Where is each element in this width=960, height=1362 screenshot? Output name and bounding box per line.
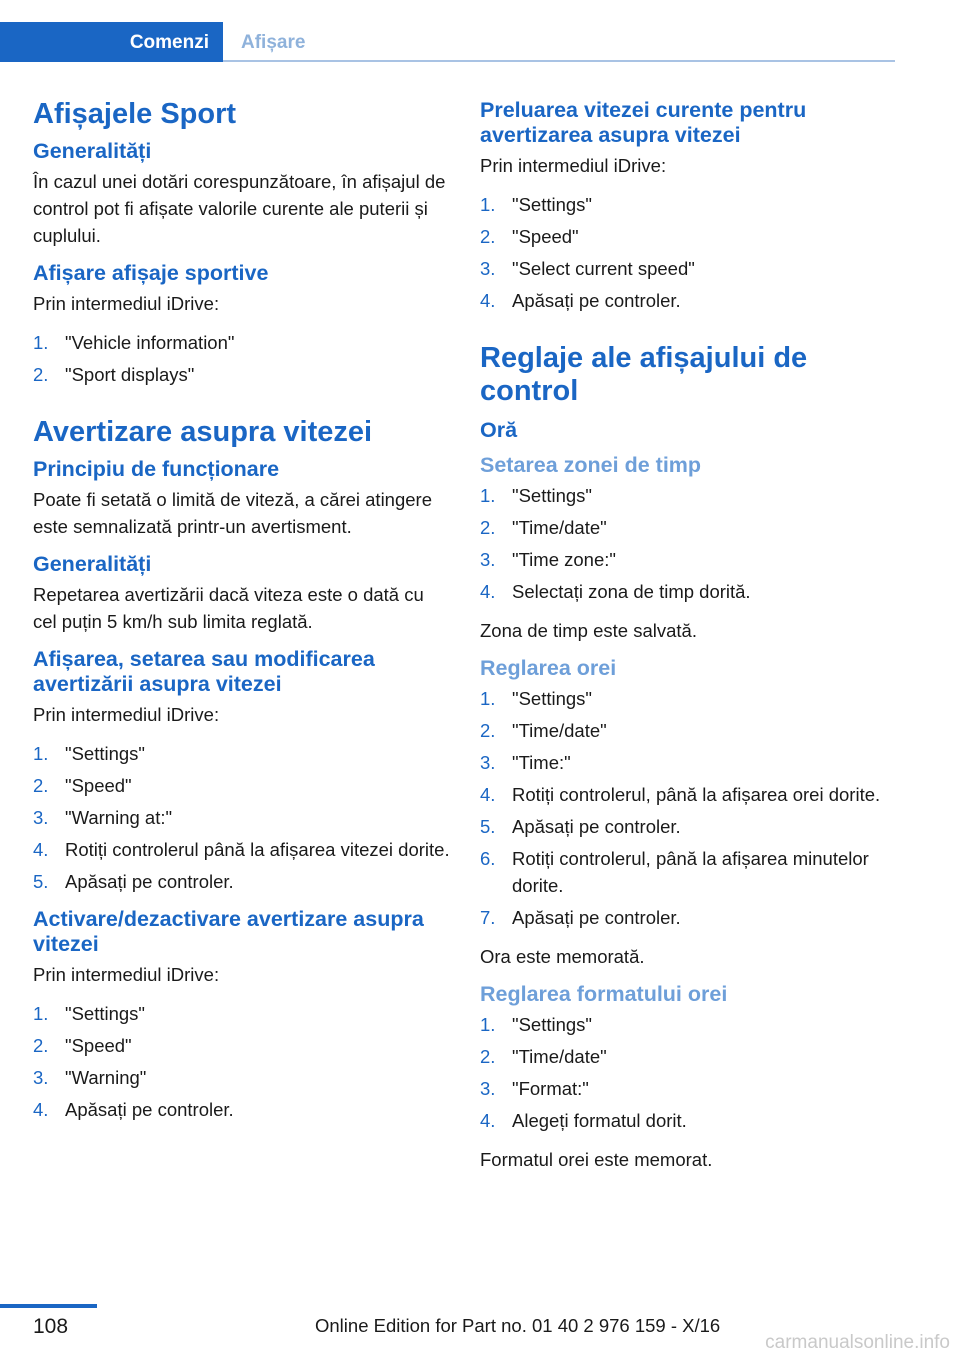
step-text: Apăsați pe controler. xyxy=(512,907,681,928)
step-text: "Time/date" xyxy=(512,720,607,741)
list-item xyxy=(480,1107,898,1134)
heading-afisajele-sport: Afișajele Sport xyxy=(33,98,237,130)
list-item xyxy=(480,749,898,776)
heading-preluare-viteza: Preluarea vitezei curente pentru avertizarea asupra vitezei xyxy=(480,98,807,147)
heading-zona-timp: Setarea zonei de timp xyxy=(480,453,702,477)
list-item xyxy=(480,717,898,744)
steps-list xyxy=(480,1011,898,1134)
list-item xyxy=(480,578,898,605)
list-item xyxy=(480,223,898,250)
list-item xyxy=(33,1064,451,1091)
list-item xyxy=(33,329,451,356)
step-text: Selectați zona de timp dorită. xyxy=(512,581,751,602)
list-item xyxy=(33,868,451,895)
list-item xyxy=(480,546,898,573)
step-text: "Select current speed" xyxy=(512,258,695,279)
list-item xyxy=(480,904,898,931)
right-column xyxy=(480,98,898,1185)
paragraph-zona: Zona de timp este salvată. xyxy=(480,620,697,641)
steps-list xyxy=(33,1000,451,1123)
step-text: "Speed" xyxy=(65,1035,132,1056)
paragraph-idrive-4: Prin intermediul iDrive: xyxy=(480,155,667,176)
heading-afisare-afisaje: Afișare afișaje sportive xyxy=(33,261,269,285)
list-item xyxy=(480,1011,898,1038)
heading-format-ora: Reglarea formatului orei xyxy=(480,982,728,1006)
step-text: "Time zone:" xyxy=(512,549,616,570)
list-item xyxy=(33,1096,451,1123)
step-number: 2. xyxy=(480,226,496,247)
step-number: 1. xyxy=(33,332,49,353)
step-number: 1. xyxy=(480,485,496,506)
step-number: 7. xyxy=(480,907,496,928)
heading-avertizare-viteza: Avertizare asupra vitezei xyxy=(33,416,373,448)
step-text: "Settings" xyxy=(512,1014,592,1035)
paragraph-format: Formatul orei este memorat. xyxy=(480,1149,713,1170)
step-text: Alegeți formatul dorit. xyxy=(512,1110,687,1131)
step-text: Rotiți controlerul, până la afișarea minutelor dorite. xyxy=(512,848,869,896)
step-number: 4. xyxy=(480,581,496,602)
list-item xyxy=(480,781,898,808)
paragraph-generalitati-2: Repetarea avertizării dacă viteza este o dată cu cel puțin 5 km/h sub limita reglată. xyxy=(33,584,424,632)
tab-comenzi[interactable]: Comenzi xyxy=(0,22,223,62)
paragraph-idrive-2: Prin intermediul iDrive: xyxy=(33,704,220,725)
heading-ora: Oră xyxy=(480,418,518,442)
step-text: Rotiți controlerul până la afișarea vitezei dorite. xyxy=(65,839,450,860)
step-number: 1. xyxy=(480,194,496,215)
header-tabs xyxy=(0,22,895,62)
step-number: 3. xyxy=(480,258,496,279)
step-number: 5. xyxy=(33,871,49,892)
step-text: "Time/date" xyxy=(512,517,607,538)
paragraph-generalitati: În cazul unei dotări corespunzătoare, în afișajul de control pot fi afișate valorile curente ale puterii și cuplului. xyxy=(33,171,446,246)
step-text: "Settings" xyxy=(512,688,592,709)
step-number: 4. xyxy=(480,1110,496,1131)
step-text: "Settings" xyxy=(65,1003,145,1024)
step-text: "Warning at:" xyxy=(65,807,173,828)
list-item xyxy=(480,813,898,840)
step-number: 1. xyxy=(480,1014,496,1035)
step-number: 6. xyxy=(480,848,496,869)
step-text: Rotiți controlerul, până la afișarea orei dorite. xyxy=(512,784,881,805)
list-item xyxy=(480,1075,898,1102)
step-text: "Format:" xyxy=(512,1078,589,1099)
list-item xyxy=(480,287,898,314)
heading-reglaje-afisaj: Reglaje ale afișajului de control xyxy=(480,342,808,407)
list-item xyxy=(480,514,898,541)
heading-setare-avertizare: Afișarea, setarea sau modificarea avertizării asupra vitezei xyxy=(33,647,375,696)
step-text: Apăsați pe controler. xyxy=(65,1099,234,1120)
step-number: 2. xyxy=(33,775,49,796)
paragraph-idrive: Prin intermediul iDrive: xyxy=(33,293,220,314)
steps-list xyxy=(33,740,451,895)
step-number: 2. xyxy=(33,1035,49,1056)
step-text: Apăsați pe controler. xyxy=(65,871,234,892)
step-number: 2. xyxy=(480,720,496,741)
step-number: 4. xyxy=(33,1099,49,1120)
heading-generalitati: Generalități xyxy=(33,139,152,163)
list-item xyxy=(480,255,898,282)
edition-note: Online Edition for Part no. 01 40 2 976 159 - X/16 xyxy=(315,1315,721,1336)
step-text: "Warning" xyxy=(65,1067,147,1088)
step-number: 2. xyxy=(480,517,496,538)
list-item xyxy=(480,1043,898,1070)
step-number: 1. xyxy=(480,688,496,709)
step-text: Apăsați pe controler. xyxy=(512,816,681,837)
header-rule xyxy=(223,60,895,62)
step-text: "Sport displays" xyxy=(65,364,195,385)
heading-principiu: Principiu de funcționare xyxy=(33,457,280,481)
step-text: "Settings" xyxy=(65,743,145,764)
step-number: 2. xyxy=(480,1046,496,1067)
steps-list xyxy=(480,685,898,931)
step-number: 3. xyxy=(480,752,496,773)
step-number: 3. xyxy=(480,549,496,570)
paragraph-ora: Ora este memorată. xyxy=(480,946,645,967)
step-text: "Settings" xyxy=(512,194,592,215)
step-number: 1. xyxy=(33,1003,49,1024)
step-number: 1. xyxy=(33,743,49,764)
list-item xyxy=(33,361,451,388)
list-item xyxy=(480,191,898,218)
steps-list xyxy=(480,482,898,605)
list-item xyxy=(480,482,898,509)
step-number: 2. xyxy=(33,364,49,385)
heading-reglarea-orei: Reglarea orei xyxy=(480,656,617,680)
list-item xyxy=(33,772,451,799)
footer-rule xyxy=(0,1304,97,1308)
list-item xyxy=(480,845,898,899)
heading-activare-avertizare: Activare/dezactivare avertizare asupra vitezei xyxy=(33,907,424,956)
list-item xyxy=(33,1032,451,1059)
paragraph-idrive-3: Prin intermediul iDrive: xyxy=(33,964,220,985)
heading-generalitati-2: Generalități xyxy=(33,552,152,576)
list-item xyxy=(33,836,451,863)
watermark: carmanualsonline.info xyxy=(765,1332,950,1353)
step-text: "Time/date" xyxy=(512,1046,607,1067)
list-item xyxy=(33,740,451,767)
list-item xyxy=(480,685,898,712)
paragraph-principiu: Poate fi setată o limită de viteză, a cărei atingere este semnalizată printr-un avertisment. xyxy=(33,489,432,537)
tab-afisare[interactable]: Afișare xyxy=(241,32,306,53)
step-number: 3. xyxy=(33,1067,49,1088)
left-column xyxy=(33,98,451,1135)
step-number: 4. xyxy=(480,290,496,311)
step-number: 3. xyxy=(480,1078,496,1099)
step-text: "Vehicle information" xyxy=(65,332,235,353)
step-number: 4. xyxy=(33,839,49,860)
step-number: 3. xyxy=(33,807,49,828)
step-number: 4. xyxy=(480,784,496,805)
step-text: "Speed" xyxy=(512,226,579,247)
step-text: "Speed" xyxy=(65,775,132,796)
step-number: 5. xyxy=(480,816,496,837)
list-item xyxy=(33,804,451,831)
page-number: 108 xyxy=(33,1315,69,1338)
list-item xyxy=(33,1000,451,1027)
steps-list xyxy=(33,329,451,388)
step-text: Apăsați pe controler. xyxy=(512,290,681,311)
step-text: "Time:" xyxy=(512,752,571,773)
steps-list xyxy=(480,191,898,314)
step-text: "Settings" xyxy=(512,485,592,506)
